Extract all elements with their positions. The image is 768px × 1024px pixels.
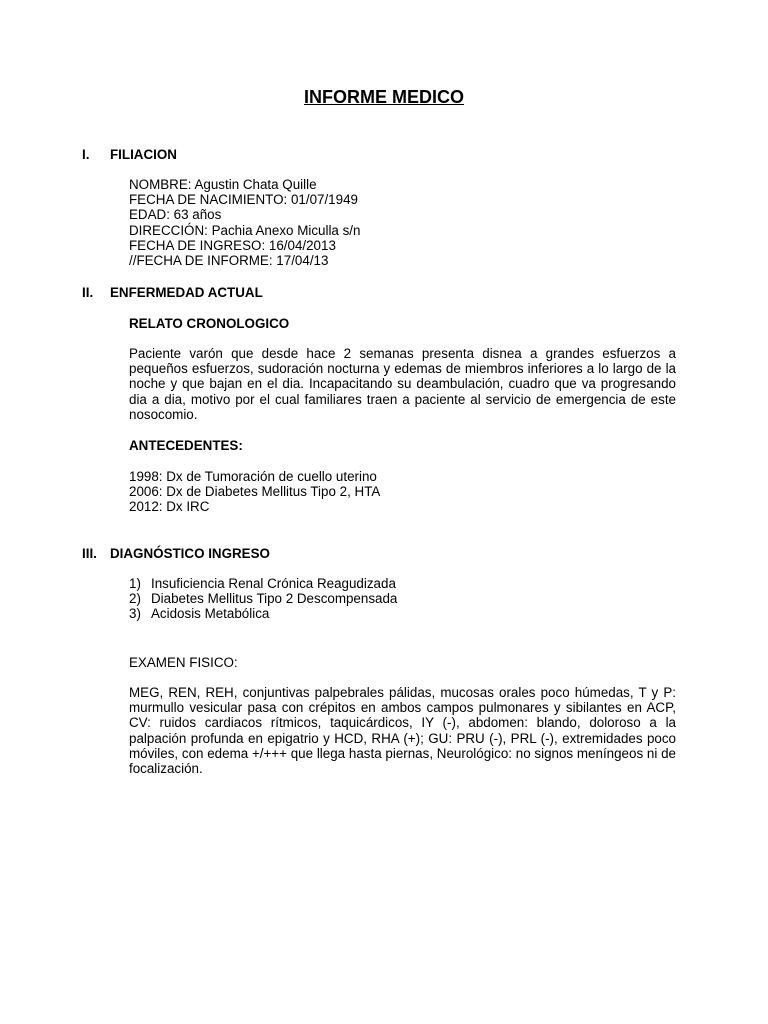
section-heading-diagnostico — [82, 546, 270, 561]
antecedente-item: 1998: Dx de Tumoración de cuello uterino — [129, 469, 377, 484]
antecedente-item: 2012: Dx IRC — [129, 499, 210, 515]
subsection-title: RELATO CRONOLOGICO — [129, 316, 290, 331]
diagnostico-item — [129, 606, 676, 621]
item-number: 3) — [129, 606, 141, 622]
subsection-title: ANTECEDENTES: — [129, 438, 243, 453]
field-fecha-nacimiento: FECHA DE NACIMIENTO: 01/07/1949 — [129, 192, 358, 208]
field-fecha-ingreso: FECHA DE INGRESO: 16/04/2013 — [129, 237, 336, 253]
field-direccion: DIRECCIÓN: Pachia Anexo Miculla s/n — [129, 222, 361, 238]
section-number: II. — [82, 285, 94, 300]
item-text: Acidosis Metabólica — [151, 606, 270, 622]
section-number: I. — [82, 147, 90, 162]
item-text: Diabetes Mellitus Tipo 2 Descompensada — [151, 591, 398, 607]
subsection-title: EXAMEN FISICO: — [129, 655, 238, 670]
antecedentes-heading — [129, 438, 676, 453]
field-nombre: NOMBRE: Agustin Chata Quille — [129, 177, 317, 192]
examen-fisico-text: MEG, REN, REH, conjuntivas palpebrales pálidas, mucosas orales poco húmedas, T y P: murmullo vesicular pasa con crépitos en ambos campos pulmonares y sibilantes en ACP, CV: ruidos cardiacos rítmicos, taquicárdicos, IY (-), abdomen: blando, doloroso a la palpación profunda en epigatrio y HCD, RHA (+); GU: PRU (-), PRL (-), extremidades poco móviles, con edema +/+++ que llega hasta piernas, Neurológico: no signos meníngeos ni de focalización. — [129, 685, 676, 777]
section-number: III. — [82, 546, 97, 561]
filiacion-details — [129, 177, 676, 268]
section-heading-filiacion — [82, 147, 177, 162]
item-number: 2) — [129, 591, 141, 607]
relato-cronologico-heading — [129, 316, 676, 331]
section-label: DIAGNÓSTICO INGRESO — [110, 546, 270, 561]
field-fecha-informe: //FECHA DE INFORME: 17/04/13 — [129, 253, 329, 269]
diagnostico-item — [129, 576, 676, 591]
document-title: INFORME MEDICO — [304, 87, 464, 107]
section-label: FILIACION — [110, 147, 177, 162]
item-number: 1) — [129, 576, 141, 591]
item-text: Insuficiencia Renal Crónica Reagudizada — [151, 576, 396, 591]
diagnostico-list — [129, 576, 676, 622]
section-heading-enfermedad-actual — [82, 285, 263, 300]
examen-fisico-heading — [129, 655, 676, 670]
antecedente-item: 2006: Dx de Diabetes Mellitus Tipo 2, HTA — [129, 484, 381, 500]
diagnostico-item — [129, 591, 676, 606]
relato-cronologico-text: Paciente varón que desde hace 2 semanas presenta disnea a grandes esfuerzos a pequeños esfuerzos, sudoración nocturna y edemas de miembros inferiores a lo largo de la noche y que bajan en el dia. Incapacitando su deambulación, cuadro que va progresando dia a dia, motivo por el cual familiares traen a paciente al servicio de emergencia de este nosocomio. — [129, 346, 676, 422]
field-edad: EDAD: 63 años — [129, 207, 222, 223]
section-label: ENFERMEDAD ACTUAL — [110, 285, 263, 300]
antecedentes-list — [129, 469, 676, 515]
